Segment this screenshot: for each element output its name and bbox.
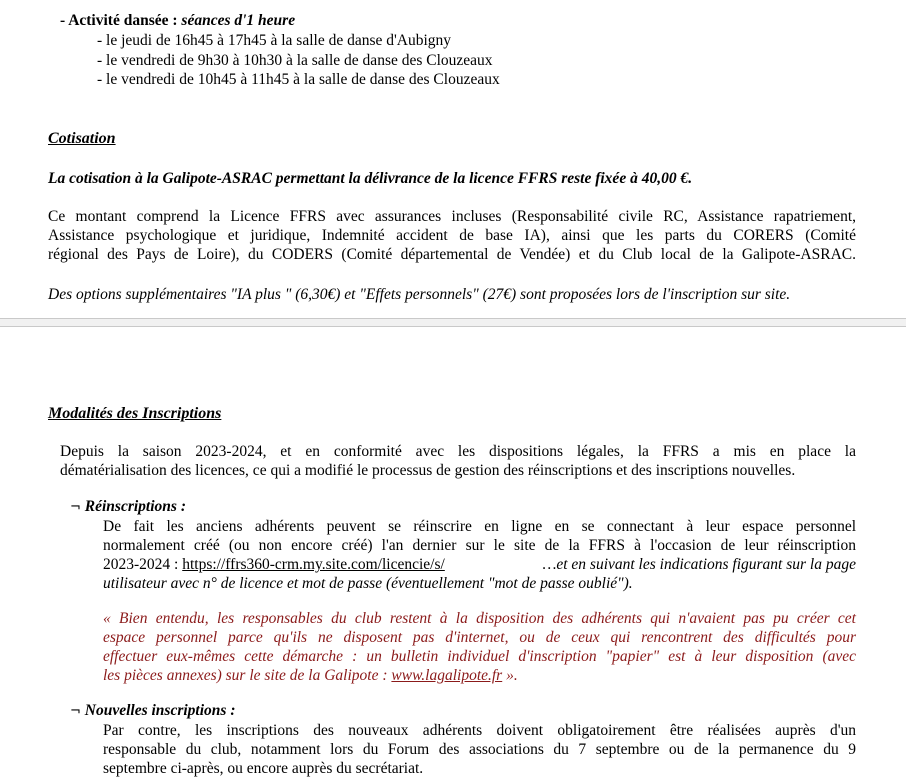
modalites-intro-line: Depuis la saison 2023-2024, et en conformité avec les dispositions légales, la FFRS a mis en place la <box>60 443 856 460</box>
quote-line: « Bien entendu, les responsables du club restent à la disposition des adhérents qui n'avaient pas pu créer cet <box>103 610 856 627</box>
cotisation-description-line: régional des Pays de Loire), du CODERS (Comité départemental de Vendée) et du Club local de la Galipote-ASRAC. <box>48 246 856 263</box>
reinscriptions-link-prefix: 2023-2024 : <box>103 556 183 573</box>
reinscriptions-title-text: Réinscriptions : <box>84 498 186 515</box>
activity-title: Activité dansée : <box>68 12 182 29</box>
activity-prefix: - <box>60 12 69 29</box>
quote-last-prefix: les pièces annexes) sur le site de la Galipote : <box>103 667 392 684</box>
reinscriptions-link-suffix: …et en suivant les indications figurant sur la page <box>542 556 856 573</box>
document-page-1 <box>0 0 906 318</box>
cotisation-description-line: Assistance psychologique et juridique, Indemnité accident de base IA), ainsi que les parts du CORERS (Comité <box>48 227 856 244</box>
fee-statement: La cotisation à la Galipote-ASRAC permettant la délivrance de la licence FFRS reste fixée à 40,00 €. <box>48 170 693 187</box>
activity-line: - le vendredi de 10h45 à 11h45 à la salle de danse des Clouzeaux <box>97 71 500 88</box>
modalites-intro-line: dématérialisation des licences, ce qui a modifié le processus de gestion des réinscriptions et des inscriptions nouvelles. <box>60 462 796 479</box>
nouvelles-line: responsable du club, notamment lors du Forum des associations du 7 septembre ou de la permanence du 9 <box>103 741 856 758</box>
nouvelles-title <box>70 702 235 720</box>
lagalipote-link[interactable]: www.lagalipote.fr <box>391 667 503 684</box>
activity-line: - le vendredi de 9h30 à 10h30 à la salle de danse des Clouzeaux <box>97 52 493 69</box>
nouvelles-line: septembre ci-après, ou encore auprès du secrétariat. <box>103 760 424 777</box>
quote-line: effectuer eux-mêmes cette démarche : un bulletin individuel d'inscription "papier" est à leur disposition (avec <box>103 648 856 665</box>
cotisation-options: Des options supplémentaires "IA plus " (6,30€) et "Effets personnels" (27€) sont proposées lors de l'inscription sur site. <box>48 286 791 303</box>
cotisation-heading: Cotisation <box>48 130 116 147</box>
ffrs-licence-link[interactable]: https://ffrs360-crm.my.site.com/licencie/s/ <box>182 556 445 573</box>
document-page-2 <box>0 327 906 784</box>
quote-line: espace personnel parce qu'ils ne disposent pas d'internet, ou de ceux qui rencontrent des difficultés pour <box>103 629 856 646</box>
reinscriptions-line: utilisateur avec n° de licence et mot de passe (éventuellement "mot de passe oublié"). <box>103 575 633 592</box>
nouvelles-line: Par contre, les inscriptions des nouveaux adhérents doivent obligatoirement être réalisées auprès d'un <box>103 722 856 739</box>
reinscriptions-title <box>70 498 186 516</box>
activity-subtitle: séances d'1 heure <box>181 12 296 29</box>
bullet-marker-icon: ¬ <box>70 704 81 719</box>
page-separator <box>0 318 906 327</box>
reinscriptions-link-line <box>103 556 856 574</box>
quote-last-suffix: ». <box>502 667 518 684</box>
modalites-heading: Modalités des Inscriptions <box>48 405 222 422</box>
bullet-marker-icon: ¬ <box>70 500 81 515</box>
cotisation-description-line: Ce montant comprend la Licence FFRS avec assurances incluses (Responsabilité civile RC, Assistance rapatriement, <box>48 208 856 225</box>
activity-line: - le jeudi de 16h45 à 17h45 à la salle de danse d'Aubigny <box>97 32 452 49</box>
quote-last-line <box>103 667 518 685</box>
reinscriptions-line: normalement créé (ou non encore créé) l'an dernier sur le site de la FFRS à l'occasion de leur réinscription <box>103 537 856 554</box>
nouvelles-title-text: Nouvelles inscriptions : <box>84 702 236 719</box>
activity-heading <box>60 12 295 30</box>
reinscriptions-line: De fait les anciens adhérents peuvent se réinscrire en ligne en se connectant à leur espace personnel <box>103 518 856 535</box>
